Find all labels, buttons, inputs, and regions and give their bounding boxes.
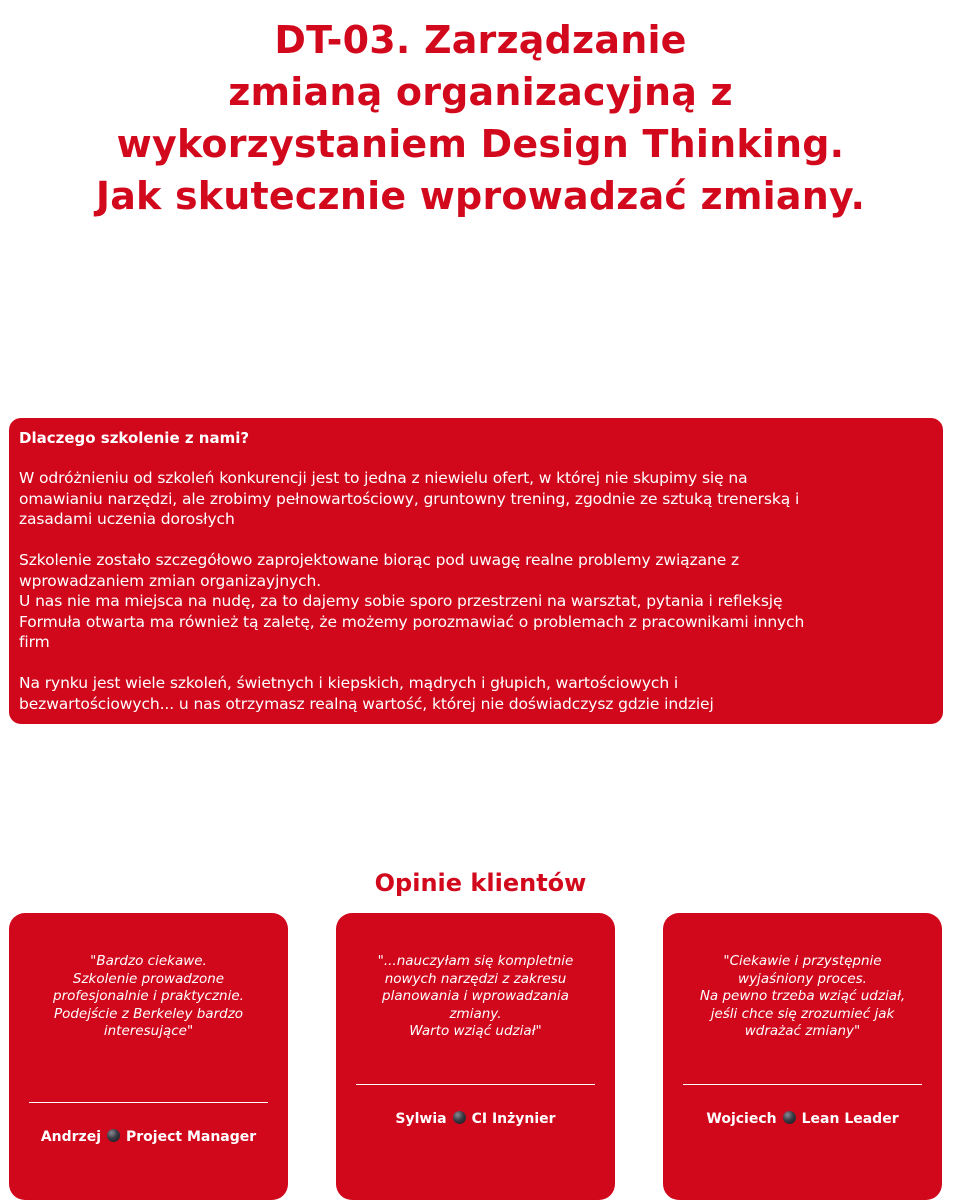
quote-line: zmiany. <box>449 1005 502 1022</box>
quote-line: "...nauczyłam się kompletnie <box>377 953 574 969</box>
quote-line: Warto wziąć udział" <box>409 1023 542 1039</box>
testimonial-author <box>336 1110 615 1128</box>
why-us-line: Formuła otwarta ma również tą zaletę, że możemy porozmawiać o problemach z pracownikami innych <box>19 612 805 631</box>
author-name: Wojciech <box>706 1111 777 1127</box>
page-title <box>0 14 961 222</box>
quote-line: "Bardzo ciekawe. <box>90 953 207 969</box>
testimonial-divider <box>356 1084 595 1085</box>
testimonial-quote <box>354 953 597 1041</box>
author-role: Lean Leader <box>801 1111 899 1127</box>
why-us-line: U nas nie ma miejsca na nudę, za to dajemy sobie sporo przestrzeni na warsztat, pytania i refleksję <box>19 592 783 610</box>
testimonial-author <box>663 1110 942 1128</box>
why-us-line: Szkolenie zostało szczegółowo zaprojektowane biorąc pod uwagę realne problemy związane z <box>19 551 740 569</box>
author-name: Sylwia <box>395 1111 447 1127</box>
page-title-line: zmianą organizacyjną z <box>228 70 733 114</box>
quote-line: jeśli chce się zrozumieć jak <box>710 1005 895 1022</box>
author-role: CI Inżynier <box>471 1111 556 1127</box>
dark-sphere-icon <box>107 1129 120 1142</box>
testimonial-card <box>336 913 615 1200</box>
testimonial-card <box>9 913 288 1200</box>
author-name: Andrzej <box>40 1129 101 1145</box>
quote-line: "Ciekawie i przystępnie <box>723 953 882 969</box>
quote-line: nowych narzędzi z zakresu <box>384 970 567 987</box>
quote-line: wyjaśniony proces. <box>738 970 867 987</box>
testimonial-divider <box>683 1084 922 1085</box>
why-us-line: wprowadzaniem zmian organizayjnych. <box>19 571 322 590</box>
why-us-line: W odróżnieniu od szkoleń konkurencji jest to jedna z niewielu ofert, w której nie skupimy się na <box>19 469 748 487</box>
why-us-paragraph <box>19 673 933 714</box>
dark-sphere-icon <box>783 1111 796 1124</box>
dark-sphere-icon <box>453 1111 466 1124</box>
testimonial-quote <box>27 953 270 1041</box>
opinions-title: Opinie klientów <box>374 869 587 897</box>
why-us-line: omawianiu narzędzi, ale zrobimy pełnowartościowy, gruntowny trening, zgodnie ze sztuką trenerską i <box>19 489 800 508</box>
why-us-paragraph <box>19 550 933 653</box>
testimonial-divider <box>29 1102 268 1103</box>
quote-line: interesujące" <box>103 1023 194 1039</box>
quote-line: planowania i wprowadzania <box>382 988 569 1004</box>
quote-line: Na pewno trzeba wziąć udział, <box>699 988 906 1004</box>
quote-line: wdrażać zmiany" <box>744 1023 861 1039</box>
why-us-box <box>9 418 943 724</box>
testimonial-card <box>663 913 942 1200</box>
page-title-line: wykorzystaniem Design Thinking. <box>116 122 845 166</box>
page-title-line: DT-03. Zarządzanie <box>274 18 687 62</box>
why-us-line: firm <box>19 633 50 651</box>
why-us-line: bezwartościowych... u nas otrzymasz realną wartość, której nie doświadczysz gdzie indziej <box>19 694 714 713</box>
page-title-line: Jak skutecznie wprowadzać zmiany. <box>95 174 866 218</box>
why-us-line: zasadami uczenia dorosłych <box>19 510 235 528</box>
why-us-paragraph <box>19 468 933 530</box>
author-role: Project Manager <box>126 1129 257 1145</box>
why-us-heading: Dlaczego szkolenie z nami? <box>19 429 250 447</box>
testimonial-quote <box>681 953 924 1041</box>
quote-line: profesjonalnie i praktycznie. <box>53 988 244 1004</box>
quote-line: Szkolenie prowadzone <box>72 970 225 987</box>
why-us-line: Na rynku jest wiele szkoleń, świetnych i kiepskich, mądrych i głupich, wartościowych i <box>19 674 679 692</box>
quote-line: Podejście z Berkeley bardzo <box>53 1005 244 1022</box>
testimonial-author <box>9 1128 288 1146</box>
